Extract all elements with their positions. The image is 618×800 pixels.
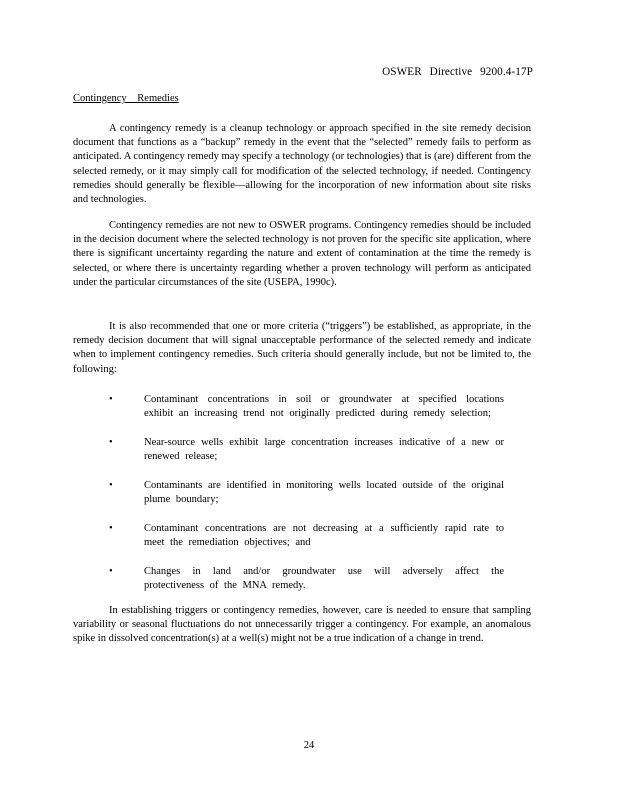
trigger-criteria-list [73, 393, 533, 608]
paragraph-osWER-programs: Contingency remedies are not new to OSWER programs. Contingency remedies should be included in the decision document where the selected technology is not proven for the specific site application, where there is significant uncertainty regarding the nature and extent of contamination at the time the remedy is selected, or where there is uncertainty regarding whether a proven technology will perform as anticipated under the particular circumstances of the site (USEPA, 1990c). [73, 220, 531, 288]
paragraph-establishing-triggers: In establishing triggers or contingency remedies, however, care is needed to ensure that sampling variability or seasonal fluctuations do not unnecessarily trigger a contingency. For example, an anomalous spike in dissolved concentration(s) at a well(s) might not be a true indication of a change in trend. [73, 605, 531, 645]
list-item [73, 522, 533, 565]
list-item [73, 436, 533, 479]
list-item-text: Changes in land and/or groundwater use will adversely affect the protectiveness of the MNA remedy. [144, 566, 504, 592]
bullet-icon: • [109, 480, 113, 491]
list-item-text: Contaminant concentrations in soil or groundwater at specified locations exhibit an increasing trend not originally predicted during remedy selection; [144, 394, 504, 420]
list-item [73, 479, 533, 522]
list-item-text: Contaminants are identified in monitoring wells located outside of the original plume boundary; [144, 480, 504, 506]
page-number: 24 [303, 740, 315, 751]
bullet-icon: • [109, 394, 113, 405]
bullet-icon: • [109, 566, 113, 577]
bullet-icon: • [109, 523, 113, 534]
directive-header: OSWER Directive 9200.4-17P [382, 66, 533, 78]
section-title: Contingency Remedies [73, 93, 179, 104]
list-item-text: Contaminant concentrations are not decreasing at a sufficiently rapid rate to meet the remediation objectives; and [144, 523, 504, 549]
bullet-icon: • [109, 437, 113, 448]
list-item-text: Near-source wells exhibit large concentration increases indicative of a new or renewed release; [144, 437, 504, 463]
paragraph-triggers: It is also recommended that one or more criteria (“triggers”) be established, as appropriate, in the remedy decision document that will signal unacceptable performance of the selected remedy and indicate when to implement contingency remedies. Such criteria should generally include, but not be limited to, the following: [73, 321, 531, 375]
list-item [73, 393, 533, 436]
paragraph-intro: A contingency remedy is a cleanup technology or approach specified in the site remedy decision document that functions as a “backup” remedy in the event that the “selected” remedy fails to perform as anticipated. A contingency remedy may specify a technology (or technologies) that is (are) different from the selected remedy, or it may simply call for modification of the selected technology, if needed. Contingency remedies should generally be flexible—allowing for the incorporation of new information about site risks and technologies. [73, 123, 531, 206]
list-item [73, 565, 533, 608]
